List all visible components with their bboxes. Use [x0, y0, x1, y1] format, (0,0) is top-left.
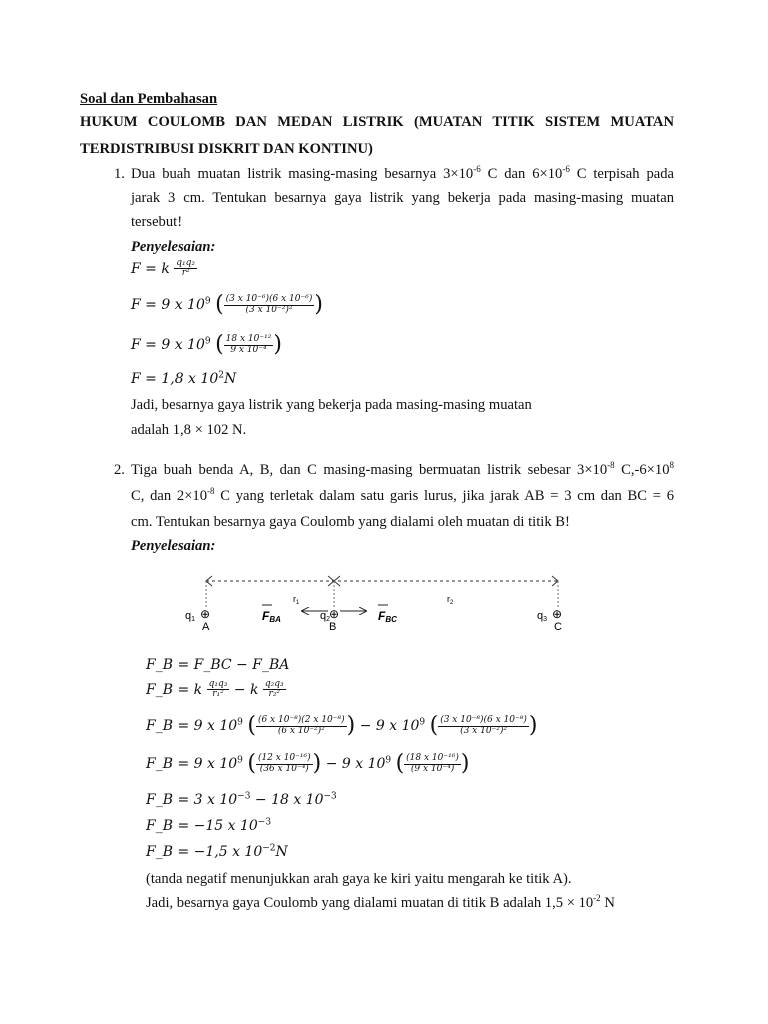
point-b-label: B: [329, 621, 337, 633]
p1-equation-4: F = 1,8 x $10^2N$: [131, 370, 237, 387]
problem-2-note: (tanda negatif menunjukkan arah gaya ke kiri yaitu mengarah ke titik A).: [146, 871, 572, 887]
problem-1-number: 1.: [114, 166, 125, 182]
p2-equation-7: F_B = −1,5 x $10^{-2}N$: [146, 843, 288, 860]
point-a-label: A: [202, 621, 210, 633]
p2-equation-1: F_B = F_BC − F_BA: [146, 657, 290, 673]
p2-equation-5: F_B = 3 x $10^{-3} - 18$ x $10^{-3}$: [146, 791, 337, 808]
charge-diagram: [180, 570, 580, 640]
charge-a-symbol: ⊕: [200, 607, 211, 621]
f-ba-label: FBA: [262, 609, 281, 624]
q1-label: q1: [185, 610, 196, 623]
f-bc-label: FBC: [378, 609, 397, 624]
q3-label: q3: [537, 610, 548, 623]
problem-2-line-1: Tiga buah benda A, B, dan C masing-masing bermuatan listrik sebesar $3\times 10^{-8}$ $C,-6\times 10^8$: [131, 460, 674, 478]
problem-1-line-1: Dua buah muatan listrik masing-masing besarnya $3\times 10^{-6}$ C dan $6\times 10^{-6}$ C terpisah pada: [131, 164, 674, 182]
problem-1-solution-label: Penyelesaian:: [131, 239, 216, 255]
p2-equation-4: F_B = 9 x $10^9$ ( $\frac{\text{(12 x 10⁻¹⁶)}}{\text{(36 x 10⁻⁴)}}$ ) − 9 x $10^9$ ( $\frac{\text{(18 x 10⁻¹⁶)}}{\text{(9 x 10⁻⁴)}}$ ): [146, 751, 470, 776]
heading-line-2: TERDISTRIBUSI DISKRIT DAN KONTINU): [80, 141, 373, 157]
p1-equation-3: F = 9 x $10^9$ ( $\frac{\text{18 x 10⁻¹²}}{\text{9 x 10⁻⁴}}$ ): [131, 332, 282, 357]
p1-equation-2: F = 9 x $10^9$ ( $\frac{\text{(3 x 10⁻⁶)(6 x 10⁻⁶)}}{\text{(3 x 10⁻²)²}}$ ): [131, 292, 323, 317]
problem-2-conclusion: Jadi, besarnya gaya Coulomb yang dialami muatan di titik B adalah $1,5 \times 10^{-2}$ N: [146, 893, 615, 911]
problem-1-conclusion-line-1: Jadi, besarnya gaya listrik yang bekerja pada masing-masing muatan: [131, 397, 532, 413]
r2-label: $r_2$: [447, 594, 454, 606]
problem-1-line-3: tersebut!: [131, 214, 183, 230]
problem-2-solution-label: Penyelesaian:: [131, 538, 216, 554]
p1-equation-1: F = k $\frac{\text{q₁q₂}}{\text{r²}}$: [131, 258, 196, 279]
doc-title: Soal dan Pembahasan: [80, 91, 218, 107]
problem-1-line-2: jarak 3 cm. Tentukan besarnya gaya listrik yang bekerja pada masing-masing muatan: [131, 190, 674, 206]
p2-equation-3: F_B = 9 x $10^9$ ( $\frac{\text{(6 x 10⁻⁸)(2 x 10⁻⁸)}}{\text{(6 x 10⁻²)²}}$ ) − 9 x $10^9$ ( $\frac{\text{(3 x 10⁻⁸)(6 x 10⁻⁸)}}{\text{(3 x 10⁻²)²}}$ ): [146, 713, 538, 738]
problem-2-line-2: C, dan $2\times 10^{-8}$ C yang terletak dalam satu garis lurus, jika jarak AB = 3 cm dan BC = 6: [131, 486, 675, 504]
point-c-label: C: [554, 621, 562, 633]
charge-b-symbol: ⊕: [329, 607, 340, 621]
problem-2-line-3: cm. Tentukan besarnya gaya Coulomb yang dialami oleh muatan di titik B!: [131, 514, 570, 530]
p2-equation-6: F_B = −15 x $10^{-3}$: [146, 817, 272, 834]
q2-label: q2: [320, 610, 331, 623]
charge-c-symbol: ⊕: [552, 607, 563, 621]
heading-line-1: HUKUM COULOMB DAN MEDAN LISTRIK (MUATAN TITIK SISTEM MUATAN: [80, 114, 674, 130]
problem-1-conclusion-line-2: adalah 1,8 × 102 N.: [131, 422, 247, 438]
problem-2-number: 2.: [114, 462, 125, 478]
p2-equation-2: F_B = k $\frac{\text{q₁q₃}}{\text{r₁²}}$ − k $\frac{\text{q₂q₃}}{\text{r₂²}}$: [146, 679, 284, 700]
r1-label: $r_1$: [293, 594, 300, 606]
